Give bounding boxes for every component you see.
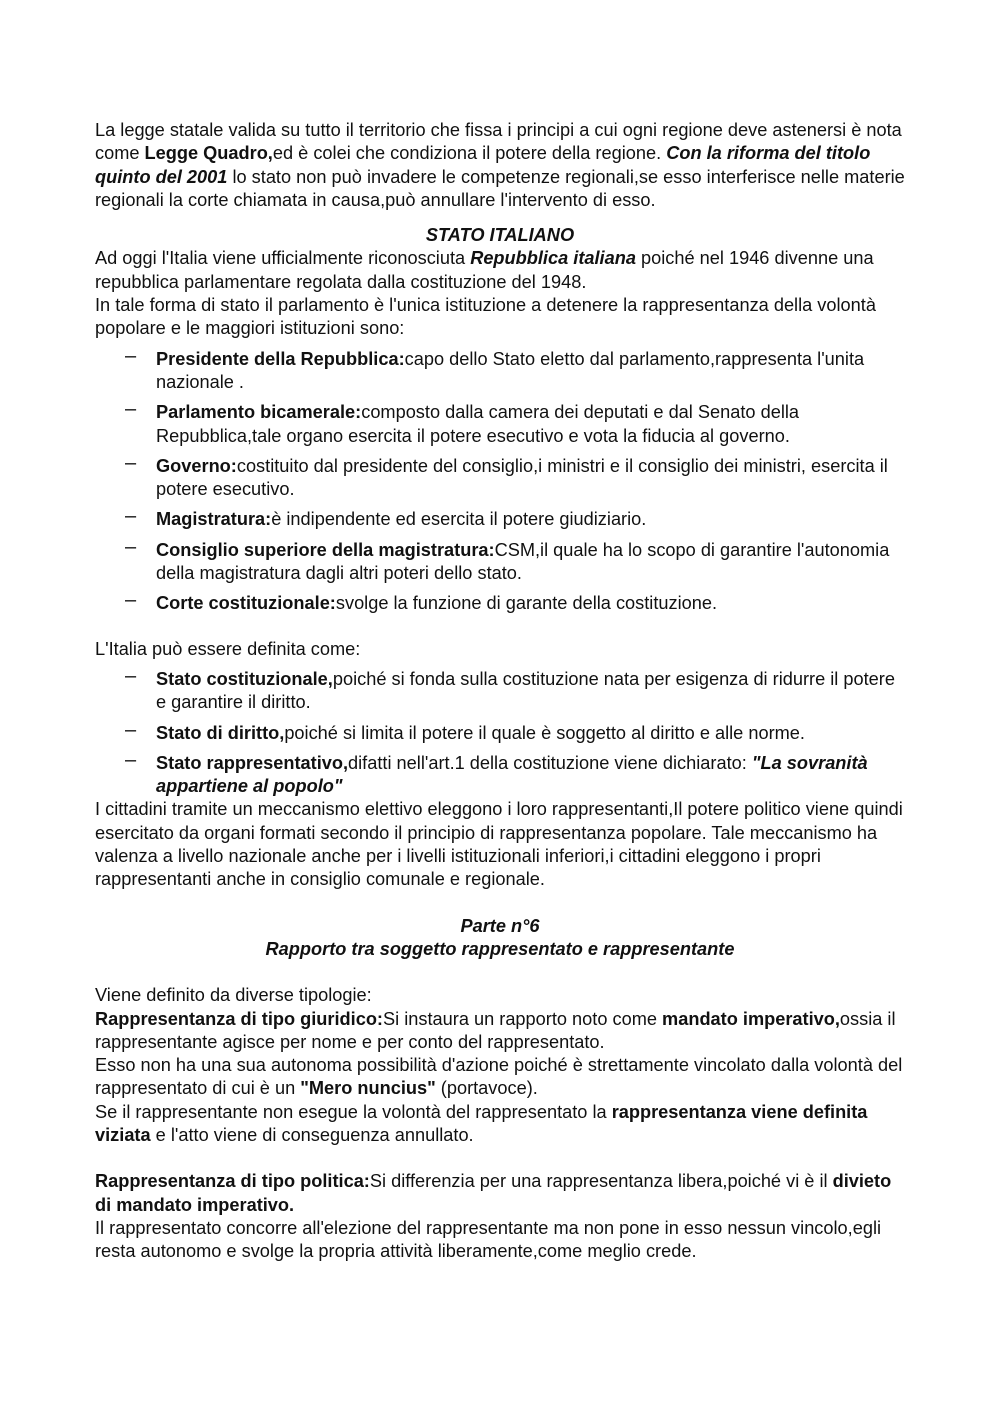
dash-bullet: –	[125, 664, 137, 687]
list-item	[95, 451, 905, 502]
text: lo stato non può invadere le competenze regionali,se esso interferisce nelle materie regionali la corte chiamata in causa,può annullare l'intervento di esso.	[95, 166, 905, 210]
spacer	[95, 212, 905, 224]
dash-bullet: –	[125, 748, 137, 771]
item-text: è indipendente ed esercita il potere giudiziario.	[271, 509, 647, 530]
list-item	[95, 535, 905, 586]
spacer	[95, 1147, 905, 1170]
term-viziata: rappresentanza viene definita viziata	[95, 1101, 868, 1145]
heading-parte: Parte n°6	[460, 915, 540, 936]
item-label: Stato costituzionale,	[156, 668, 333, 689]
heading-stato-italiano: STATO ITALIANO	[425, 225, 575, 246]
text: ossia il rappresentante agisce per nome e per conto del rappresentato.	[95, 1008, 896, 1052]
text: Se il rappresentante non esegue la volontà del rappresentato la	[95, 1101, 612, 1122]
paragraph-politica	[95, 1170, 905, 1217]
paragraph-definita: L'Italia può essere definita come:	[95, 638, 361, 659]
text: Esso non ha una sua autonoma possibilità d'azione poiché è strettamente vincolato dalla volontà del rappresentato di cui è un	[95, 1055, 903, 1099]
definitions-list	[95, 664, 905, 798]
term-giuridico: Rappresentanza di tipo giuridico:	[95, 1008, 383, 1029]
spacer	[95, 892, 905, 915]
paragraph-repubblica	[95, 247, 905, 294]
institutions-list	[95, 344, 905, 616]
item-label: Consiglio superiore della magistratura:	[156, 539, 495, 560]
spacer	[95, 961, 905, 984]
term-repubblica: Repubblica italiana	[470, 248, 636, 269]
item-label: Magistratura:	[156, 509, 272, 530]
paragraph-legge-quadro	[95, 119, 905, 212]
list-item	[95, 718, 905, 745]
item-text: poiché si limita il potere il quale è soggetto al diritto e alle norme.	[284, 722, 805, 743]
item-label: Presidente della Repubblica:	[156, 348, 405, 369]
dash-bullet: –	[125, 535, 137, 558]
list-item	[95, 344, 905, 395]
list-item	[95, 664, 905, 715]
paragraph-nuncius	[95, 1054, 905, 1101]
text: ed è colei che condiziona il potere della regione.	[272, 143, 667, 164]
paragraph-viziata	[95, 1101, 905, 1148]
heading-rapporto: Rapporto tra soggetto rappresentato e rappresentante	[265, 938, 735, 959]
item-text: difatti nell'art.1 della costituzione viene dichiarato:	[348, 752, 752, 773]
text: (portavoce).	[435, 1078, 538, 1099]
item-label: Stato di diritto,	[156, 722, 285, 743]
dash-bullet: –	[125, 505, 137, 528]
paragraph-parlamento: In tale forma di stato il parlamento è l'unica istituzione a detenere la rappresentanza della volontà popolare e le maggiori istituzioni sono:	[95, 295, 876, 339]
item-text: CSM,il quale ha lo scopo di garantire l'autonomia della magistratura dagli altri poteri dello stato.	[156, 539, 890, 584]
term-divieto: divieto di mandato imperativo.	[95, 1171, 892, 1215]
item-text: capo dello Stato eletto dal parlamento,rappresenta l'unita nazionale .	[156, 348, 865, 392]
term-riforma: Con la riforma del titolo quinto del 2001	[95, 143, 871, 187]
paragraph-cittadini: I cittadini tramite un meccanismo elettivo eleggono i loro rappresentanti,Il potere politico viene quindi esercitato da organi formati secondo il principio di rappresentanza popolare. Tale meccanismo ha valenza a livello nazionale anche per i livelli istituzionali inferiori,i cittadini eleggono i propri rappresentanti anche in consiglio comunale e regionale.	[95, 799, 903, 890]
spacer	[95, 616, 905, 638]
paragraph-giuridico	[95, 1008, 905, 1055]
paragraph-autonomo: Il rappresentato concorre all'elezione del rappresentante ma non pone in esso nessun vincolo,egli resta autonomo e svolge la propria attività liberamente,come meglio crede.	[95, 1217, 882, 1262]
item-text: costituito dal presidente del consiglio,i ministri e il consiglio dei ministri, esercita il potere esecutivo.	[156, 455, 888, 500]
text: Ad oggi l'Italia viene ufficialmente riconosciuta	[95, 248, 471, 269]
text: Si instaura un rapporto noto come	[383, 1008, 663, 1029]
dash-bullet: –	[125, 398, 137, 421]
item-label: Parlamento bicamerale:	[156, 402, 362, 423]
list-item	[95, 748, 905, 799]
document-page	[95, 119, 905, 1263]
item-text: composto dalla camera dei deputati e dal Senato della Repubblica,tale organo esercita il potere esecutivo e vota la fiducia al governo.	[156, 402, 800, 446]
dash-bullet: –	[125, 451, 137, 474]
list-item	[95, 505, 905, 531]
term-politica: Rappresentanza di tipo politica:	[95, 1171, 370, 1192]
list-item	[95, 589, 905, 615]
item-quote: "La sovranità appartiene al popolo"	[156, 752, 868, 797]
item-label: Governo:	[156, 455, 237, 476]
text: poiché nel 1946 divenne una repubblica parlamentare regolata dalla costituzione del 1948.	[95, 248, 874, 292]
item-text: poiché si fonda sulla costituzione nata per esigenza di ridurre il potere e garantire il diritto.	[156, 668, 895, 713]
dash-bullet: –	[125, 344, 137, 367]
term-legge-quadro: Legge Quadro,	[144, 143, 273, 164]
list-item	[95, 398, 905, 448]
text: e l'atto viene di conseguenza annullato.	[150, 1124, 474, 1145]
item-label: Stato rappresentativo,	[156, 752, 349, 773]
paragraph-tipologie: Viene definito da diverse tipologie:	[95, 985, 372, 1006]
dash-bullet: –	[125, 718, 137, 741]
term-mandato: mandato imperativo,	[662, 1008, 840, 1029]
item-label: Corte costituzionale:	[156, 593, 336, 614]
term-nuncius: "Mero nuncius"	[300, 1078, 436, 1099]
text: La legge statale valida su tutto il territorio che fissa i principi a cui ogni regione deve astenersi è nota come	[95, 120, 902, 164]
item-text: svolge la funzione di garante della costituzione.	[335, 593, 718, 614]
text: Si differenzia per una rappresentanza libera,poiché vi è il	[369, 1171, 833, 1192]
dash-bullet: –	[125, 589, 137, 612]
